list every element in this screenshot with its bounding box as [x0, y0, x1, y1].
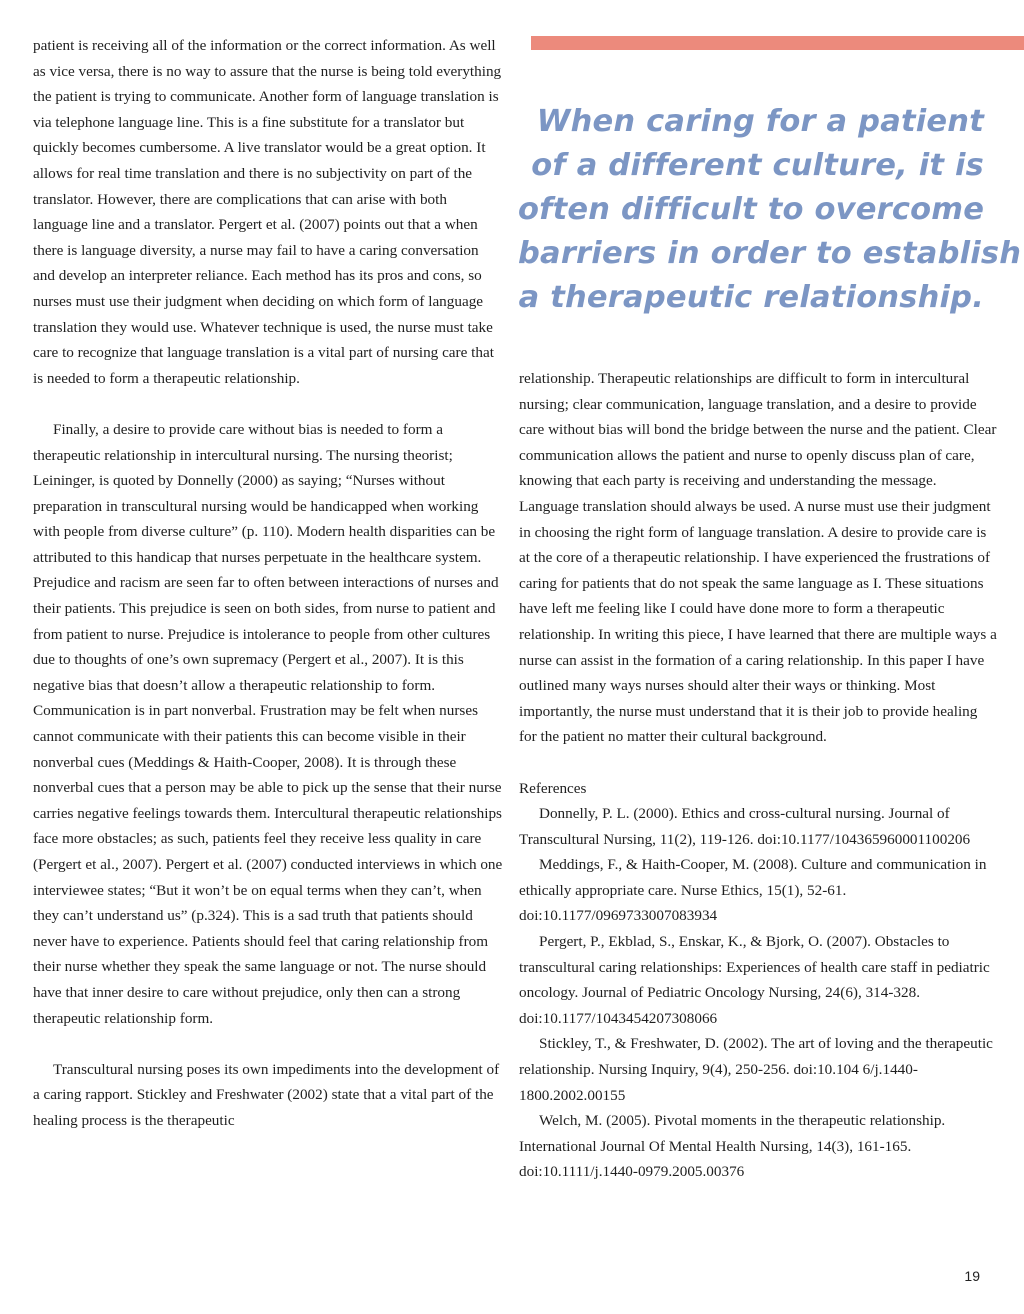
left-column: [33, 33, 503, 1134]
pull-quote-line: of a different culture, it is: [531, 148, 984, 183]
paragraph-gap: [519, 750, 997, 776]
page-number: 19: [964, 1268, 980, 1284]
pull-quote-line: often difficult to overcome: [518, 192, 985, 227]
reference-entry: Stickley, T., & Freshwater, D. (2002). The art of loving and the therapeutic relationship. Nursing Inquiry, 9(4), 250-256. doi:10.104 6/j.1440-1800.2002.00155: [519, 1035, 993, 1104]
reference-entry: Donnelly, P. L. (2000). Ethics and cross-cultural nursing. Journal of Transcultural Nursing, 11(2), 119-126. doi:10.1177/104365960001100206: [519, 805, 971, 848]
pull-quote-line: barriers in order to establish: [518, 236, 1022, 271]
references-list: [519, 801, 997, 1185]
paragraph-gap: [33, 1031, 503, 1057]
paragraph-gap: [33, 391, 503, 417]
reference-entry: Pergert, P., Ekblad, S., Enskar, K., & Bjork, O. (2007). Obstacles to transcultural caring relationships: Experiences of health care staff in pediatric oncology. Journal of Pediatric Oncology Nursing, 24(6), 314-328. doi:10.1177/1043454207308066: [519, 933, 990, 1027]
left-paragraph-1: patient is receiving all of the information or the correct information. As well as vice versa, there is no way to assure that the nurse is being told everything the patient is trying to communicate. Another form of language translation is via telephone language line. This is a fine substitute for a translator but quickly becomes cumbersome. A live translator would be a great option. It allows for real time translation and there is no subjectivity on part of the translator. However, there are complications that can arise with both language line and a translator. Pergert et al. (2007) points out that a when there is language diversity, a nurse may fail to have a caring conversation and develop an interpreter reliance. Each method has its pros and cons, so nurses must use their judgment when deciding on which form of language translation they would use. Whatever technique is used, the nurse must take care to recognize that language translation is a vital part of nursing care that is needed to form a therapeutic relationship.: [33, 37, 502, 387]
accent-bar: [531, 36, 1024, 50]
left-paragraph-2: Finally, a desire to provide care without bias is needed to form a therapeutic relationship in intercultural nursing. The nursing theorist; Leininger, is quoted by Donnelly (2000) as saying; “Nurses without preparation in transcultural nursing would be handicapped when working with people from diverse culture” (p. 110). Modern health disparities can be attributed to this handicap that nurses perpetuate in the healthcare system. Prejudice and racism are seen far to often between interactions of nurses and their patients. This prejudice is seen on both sides, from nurse to patient and from patient to nurse. Prejudice is intolerance to people from other cultures due to thoughts of one’s own supremacy (Pergert et al., 2007). It is this negative bias that doesn’t allow a therapeutic relationship to form. Communication is in part nonverbal. Frustration may be felt when nurses cannot communicate with their patients this can become visible in their nonverbal cues (Meddings & Haith-Cooper, 2008). It is through these nonverbal cues that a person may be able to pick up the sense that their nurse carries negative feelings towards them. Intercultural therapeutic relationships face more obstacles; as such, patients feel they receive less quality in care (Pergert et al., 2007). Pergert et al. (2007) conducted interviews in which one interviewee states; “But it won’t be on equal terms when they can’t, when they can’t understand us” (p.324). This is a sad truth that patients should never have to experience. Patients should feel that caring relationship from their nurse whether they speak the same language or not. The nurse should have that inner desire to care without prejudice, only then can a strong therapeutic relationship form.: [33, 420, 503, 1027]
pull-quote-line: a therapeutic relationship.: [518, 280, 984, 315]
pull-quote: [518, 100, 1022, 320]
right-paragraph-1: relationship. Therapeutic relationships are difficult to form in intercultural nursing; clear communication, language translation, and a desire to provide care without bias will bond the bridge between the nurse and the patient. Clear communication allows the patient and nurse to openly discuss plan of care, knowing that each party is receiving and understanding the message. Language translation should always be used. A nurse must use their judgment in choosing the right form of language translation. A desire to provide care is at the core of a therapeutic relationship. I have experienced the frustrations of caring for patients that do not speak the same language as I. These situations have left me feeling like I could have done more to form a therapeutic relationship. In writing this piece, I have learned that there are multiple ways a nurse can assist in the formation of a caring relationship. In this paper I have outlined many ways nurses should alter their ways or thinking. Most importantly, the nurse must understand that it is their job to provide healing for the patient no matter their cultural background.: [519, 370, 997, 746]
left-paragraph-3: Transcultural nursing poses its own impediments into the development of a caring rapport. Stickley and Freshwater (2002) state that a vital part of the healing process is the therapeutic: [33, 1060, 500, 1129]
references-heading: References: [519, 779, 587, 797]
reference-entry: Welch, M. (2005). Pivotal moments in the therapeutic relationship. International Journal Of Mental Health Nursing, 14(3), 161-165. doi:10.1111/j.1440-0979.2005.00376: [519, 1112, 946, 1181]
reference-entry: Meddings, F., & Haith-Cooper, M. (2008). Culture and communication in ethically appropriate care. Nurse Ethics, 15(1), 52-61. doi:10.1177/0969733007083934: [519, 856, 987, 925]
right-column: [519, 366, 997, 1185]
pull-quote-line: When caring for a patient: [536, 104, 984, 139]
